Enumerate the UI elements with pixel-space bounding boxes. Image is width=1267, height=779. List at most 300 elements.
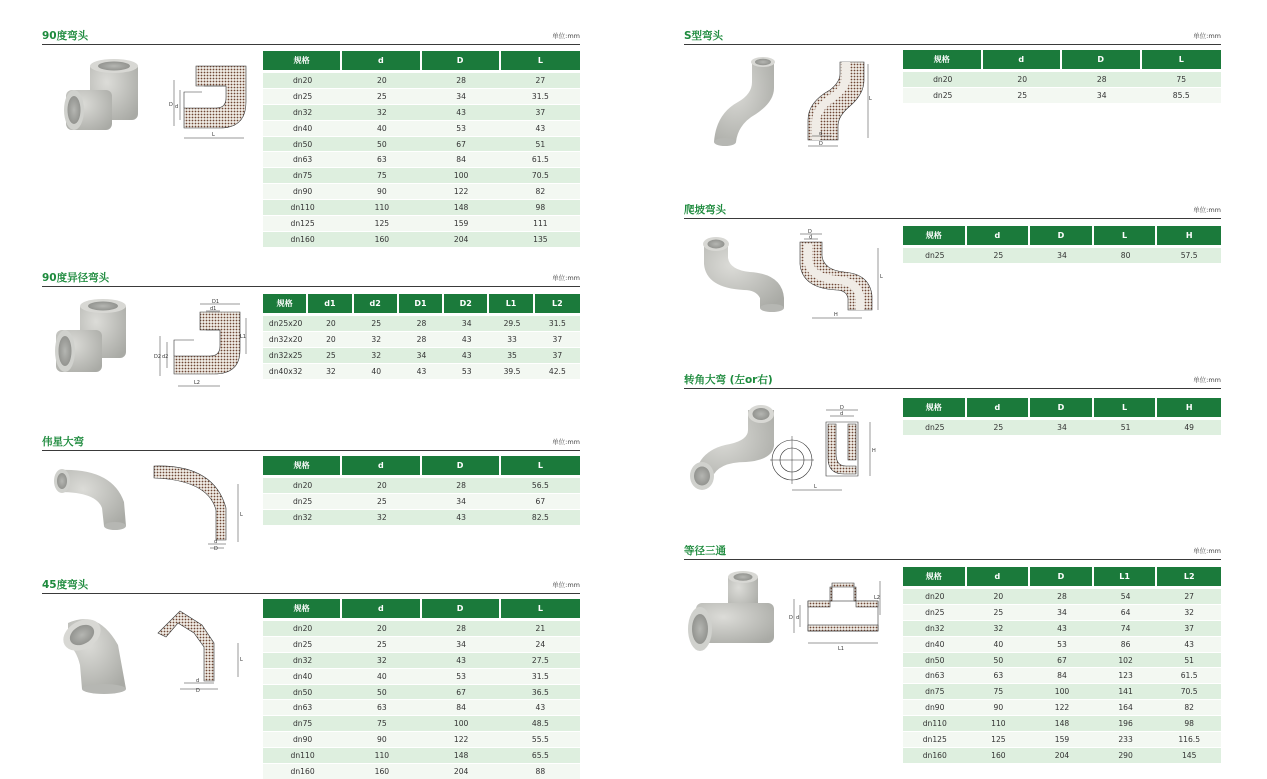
column-header: L [1094,398,1158,417]
column-header: d [342,599,421,618]
corner-bend-product-image [686,400,778,492]
dim-label-L1: L1 [240,334,246,340]
dim-label-D: D [214,546,218,550]
table-cell: dn32 [263,509,342,525]
table-header-row [263,599,580,618]
reducing-elbow-section-diagram [154,298,249,392]
table-cell: 141 [1094,683,1158,699]
table-cell: 135 [501,231,580,247]
spec-table [263,456,580,525]
table-cell: 125 [967,731,1031,747]
table-cell: 75 [342,715,421,731]
table-cell: 40 [342,120,421,136]
table-cell: dn63 [903,667,967,683]
dim-label-d: d [840,411,844,417]
table-cell: 148 [1030,715,1094,731]
table-cell: 40 [342,668,421,684]
equal-tee-product-image [684,567,776,655]
spec-table [903,226,1221,263]
table-cell: 53 [422,120,501,136]
section-equal-tee [684,545,1221,760]
table-row [263,509,580,525]
table-row [263,363,580,379]
table-cell: dn20 [263,70,342,88]
column-header: H [1157,226,1221,245]
column-header: L1 [489,294,534,313]
section-reducing-elbow-90 [42,272,580,392]
table-cell: 82.5 [501,509,580,525]
table-cell: 43 [501,699,580,715]
table-cell: 84 [1030,667,1094,683]
table-cell: 20 [983,69,1063,87]
table-cell: dn110 [263,747,342,763]
column-header: D [422,51,501,70]
table-row [263,763,580,779]
table-cell: 32 [342,509,421,525]
dim-label-D2: D2 [154,354,162,360]
column-header: 规格 [263,599,342,618]
table-header-row [263,456,580,475]
table-cell: 145 [1157,747,1221,763]
table-cell: 51 [501,136,580,152]
table-cell: 28 [399,331,444,347]
table-header-row [903,226,1221,245]
column-header: L [1142,50,1222,69]
table-row [903,417,1221,435]
table-cell: 102 [1094,652,1158,668]
table-cell: dn90 [263,183,342,199]
table-row [263,88,580,104]
table-cell: 160 [342,763,421,779]
table-cell: 34 [422,493,501,509]
table-cell: 67 [422,684,501,700]
table-cell: dn63 [263,699,342,715]
dim-label-D1: D1 [212,299,220,305]
table-row [263,715,580,731]
unit-label: 单位:mm [552,438,580,446]
table-cell: 50 [342,684,421,700]
s-bend-product-image [694,52,782,146]
spec-table [903,398,1221,435]
table-cell: 61.5 [501,151,580,167]
section-crossover-bend [684,204,1221,324]
table-cell: 28 [1062,69,1142,87]
column-header: 规格 [903,567,967,586]
table-cell: 84 [422,151,501,167]
table-cell: dn32 [263,104,342,120]
dim-label-L: L [880,274,883,280]
column-header: d2 [354,294,399,313]
column-header: D [1030,567,1094,586]
table-cell: dn20 [903,586,967,604]
table-row [903,683,1221,699]
table-cell: dn90 [263,731,342,747]
table-cell: dn160 [903,747,967,763]
table-row [263,618,580,636]
dim-label-d: d [214,539,218,545]
table-row [263,151,580,167]
table-cell: 54 [1094,586,1158,604]
column-header: d1 [308,294,353,313]
table-cell: 80 [1094,245,1158,263]
table-cell: dn32 [903,620,967,636]
table-cell: 32 [308,363,353,379]
table-cell: 27.5 [501,652,580,668]
table-cell: 70.5 [1157,683,1221,699]
table-cell: 34 [1030,604,1094,620]
table-cell: 85.5 [1142,87,1222,103]
table-cell: 25 [967,417,1031,435]
table-cell: 159 [422,215,501,231]
column-header: d [967,226,1031,245]
table-cell: 204 [422,763,501,779]
column-header: 规格 [903,50,983,69]
table-row [263,347,580,363]
dim-label-d1: d1 [210,306,217,312]
column-header: 规格 [263,294,308,313]
section-header [684,204,1221,219]
table-row [263,199,580,215]
table-cell: 43 [422,652,501,668]
table-cell: 34 [399,347,444,363]
unit-label: 单位:mm [1193,206,1221,214]
table-row [263,313,580,331]
dim-label-d: d [175,104,179,110]
section-elbow-90 [42,30,580,242]
table-row [263,120,580,136]
table-cell: dn25 [263,493,342,509]
table-cell: 27 [1157,586,1221,604]
table-cell: 33 [489,331,534,347]
dim-label-D: D [196,688,200,693]
weixing-bend-product-image [50,462,134,534]
table-cell: 164 [1094,699,1158,715]
unit-label: 单位:mm [552,32,580,40]
table-cell: 43 [444,347,489,363]
unit-label: 单位:mm [1193,32,1221,40]
column-header: L2 [1157,567,1221,586]
column-header: D [422,599,501,618]
table-cell: 25 [342,88,421,104]
table-cell: 160 [967,747,1031,763]
column-header: d [342,51,421,70]
table-row [903,604,1221,620]
table-cell: dn25 [903,245,967,263]
crossover-bend-product-image [686,228,788,312]
table-cell: 53 [444,363,489,379]
dim-label-H: H [872,448,876,454]
section-weixing-bend [42,436,580,556]
table-cell: 25 [983,87,1063,103]
dim-label-L1: L1 [838,646,844,651]
table-cell: 37 [535,347,580,363]
dim-label-H: H [834,312,838,318]
table-cell: 63 [342,151,421,167]
table-cell: dn32x25 [263,347,308,363]
table-cell: 37 [501,104,580,120]
table-cell: dn25 [263,636,342,652]
table-cell: 148 [422,747,501,763]
table-cell: dn75 [263,715,342,731]
table-cell: 25 [342,636,421,652]
elbow-45-product-image [52,605,134,697]
table-cell: 88 [501,763,580,779]
table-cell: 100 [1030,683,1094,699]
column-header: L2 [535,294,580,313]
table-cell: 32 [354,347,399,363]
table-cell: dn50 [903,652,967,668]
dim-label-L: L [814,484,817,490]
table-cell: dn20 [263,475,342,493]
column-header: D [1062,50,1142,69]
table-cell: dn75 [263,167,342,183]
table-cell: 43 [422,104,501,120]
table-cell: 100 [422,167,501,183]
table-cell: 29.5 [489,313,534,331]
table-cell: 82 [1157,699,1221,715]
table-cell: 55.5 [501,731,580,747]
section-title: 爬坡弯头 [684,204,726,216]
table-cell: 28 [422,70,501,88]
table-cell: dn25 [903,604,967,620]
table-cell: 110 [967,715,1031,731]
dim-label-L: L [212,132,215,138]
dim-label-D: D [169,102,173,108]
column-header: 规格 [263,456,342,475]
table-cell: 70.5 [501,167,580,183]
s-bend-section-diagram [802,54,874,150]
dim-label-d2: d2 [162,354,169,360]
column-header: L [501,599,580,618]
section-title: 45度弯头 [42,579,89,591]
table-row [903,747,1221,763]
column-header: 规格 [903,398,967,417]
section-title: 等径三通 [684,545,726,557]
section-header [42,30,580,45]
dim-label-D: D [808,229,812,235]
table-row [263,699,580,715]
table-cell: dn63 [263,151,342,167]
section-header [684,374,1221,389]
table-row [263,684,580,700]
table-cell: dn25 [903,87,983,103]
section-header [42,579,580,594]
table-cell: 110 [342,199,421,215]
unit-label: 单位:mm [1193,376,1221,384]
table-cell: dn32 [263,652,342,668]
table-cell: dn110 [263,199,342,215]
table-row [903,636,1221,652]
table-cell: 40 [354,363,399,379]
table-cell: 51 [1157,652,1221,668]
section-header [684,545,1221,560]
table-row [903,586,1221,604]
table-cell: 123 [1094,667,1158,683]
table-row [263,183,580,199]
dim-label-L2: L2 [874,595,880,601]
table-row [263,215,580,231]
table-row [263,70,580,88]
table-cell: 43 [444,331,489,347]
table-cell: 100 [422,715,501,731]
table-row [263,636,580,652]
table-cell: 50 [342,136,421,152]
table-cell: 65.5 [501,747,580,763]
table-cell: 27 [501,70,580,88]
table-header-row [263,294,580,313]
table-cell: dn20 [263,618,342,636]
table-row [263,493,580,509]
table-cell: 20 [342,618,421,636]
column-header: d [967,398,1031,417]
table-cell: 37 [1157,620,1221,636]
table-cell: 74 [1094,620,1158,636]
table-cell: 204 [1030,747,1094,763]
table-cell: 75 [1142,69,1222,87]
table-cell: 43 [399,363,444,379]
table-row [263,652,580,668]
column-header: 规格 [903,226,967,245]
table-cell: 35 [489,347,534,363]
table-row [903,652,1221,668]
table-cell: 90 [967,699,1031,715]
table-cell: 32 [967,620,1031,636]
section-title: 90度弯头 [42,30,89,42]
dim-label-L: L [240,657,243,663]
table-cell: dn110 [903,715,967,731]
table-cell: 20 [342,70,421,88]
table-header-row [903,50,1221,69]
table-cell: 43 [422,509,501,525]
table-cell: 122 [1030,699,1094,715]
column-header: d [983,50,1063,69]
table-cell: 57.5 [1157,245,1221,263]
table-cell: 25 [354,313,399,331]
table-cell: 111 [501,215,580,231]
table-cell: 25 [342,493,421,509]
table-cell: 28 [399,313,444,331]
table-cell: 31.5 [535,313,580,331]
table-cell: 50 [967,652,1031,668]
dim-label-L2: L2 [194,380,200,386]
table-cell: 34 [1062,87,1142,103]
elbow-90-section-diagram [164,62,252,142]
table-cell: dn40 [263,120,342,136]
table-cell: 290 [1094,747,1158,763]
table-header-row [903,567,1221,586]
table-cell: dn25 [263,88,342,104]
table-cell: 64 [1094,604,1158,620]
table-cell: 49 [1157,417,1221,435]
table-cell: 31.5 [501,668,580,684]
table-row [903,667,1221,683]
table-cell: dn125 [903,731,967,747]
table-cell: 75 [967,683,1031,699]
table-cell: 20 [308,331,353,347]
column-header: D1 [399,294,444,313]
table-cell: 63 [342,699,421,715]
table-cell: 32 [354,331,399,347]
table-cell: dn50 [263,136,342,152]
dim-label-d: d [809,234,813,241]
table-cell: 75 [342,167,421,183]
table-cell: dn40x32 [263,363,308,379]
weixing-bend-section-diagram [150,462,246,550]
table-cell: 32 [1157,604,1221,620]
table-cell: 56.5 [501,475,580,493]
table-cell: 28 [422,475,501,493]
column-header: L [501,51,580,70]
table-row [263,136,580,152]
column-header: L [501,456,580,475]
table-cell: 37 [535,331,580,347]
table-cell: 34 [1030,245,1094,263]
section-title: 90度异径弯头 [42,272,110,284]
spec-table [263,294,580,379]
table-cell: 20 [342,475,421,493]
table-cell: 82 [501,183,580,199]
table-cell: 42.5 [535,363,580,379]
table-cell: dn40 [263,668,342,684]
dim-label-d: d [819,131,823,137]
table-cell: dn75 [903,683,967,699]
table-cell: 24 [501,636,580,652]
column-header: D [422,456,501,475]
section-corner-bend [684,374,1221,504]
table-row [903,731,1221,747]
table-cell: 67 [422,136,501,152]
table-row [263,475,580,493]
table-cell: dn125 [263,215,342,231]
column-header: D [1030,398,1094,417]
table-cell: 32 [342,652,421,668]
section-s-bend [684,30,1221,160]
table-cell: dn40 [903,636,967,652]
table-cell: dn50 [263,684,342,700]
dim-label-D: D [840,405,844,411]
dim-label-D: D [819,141,823,147]
table-cell: 196 [1094,715,1158,731]
table-cell: 110 [342,747,421,763]
section-title: 伟星大弯 [42,436,84,448]
table-header-row [263,51,580,70]
table-cell: 25 [967,604,1031,620]
column-header: D [1030,226,1094,245]
column-header: L [1094,226,1158,245]
column-header: 规格 [263,51,342,70]
table-cell: 160 [342,231,421,247]
table-row [903,245,1221,263]
table-row [263,747,580,763]
spec-table [263,51,580,247]
table-cell: 67 [1030,652,1094,668]
table-cell: dn32x20 [263,331,308,347]
table-cell: 25 [967,245,1031,263]
table-cell: 125 [342,215,421,231]
table-row [263,104,580,120]
table-cell: dn160 [263,763,342,779]
table-cell: 40 [967,636,1031,652]
section-header [42,272,580,287]
table-cell: 53 [1030,636,1094,652]
unit-label: 单位:mm [1193,547,1221,555]
table-row [263,668,580,684]
dim-label-d: d [796,615,800,621]
table-cell: 43 [1030,620,1094,636]
table-cell: 148 [422,199,501,215]
crossover-bend-section-diagram [792,226,886,322]
table-cell: 61.5 [1157,667,1221,683]
